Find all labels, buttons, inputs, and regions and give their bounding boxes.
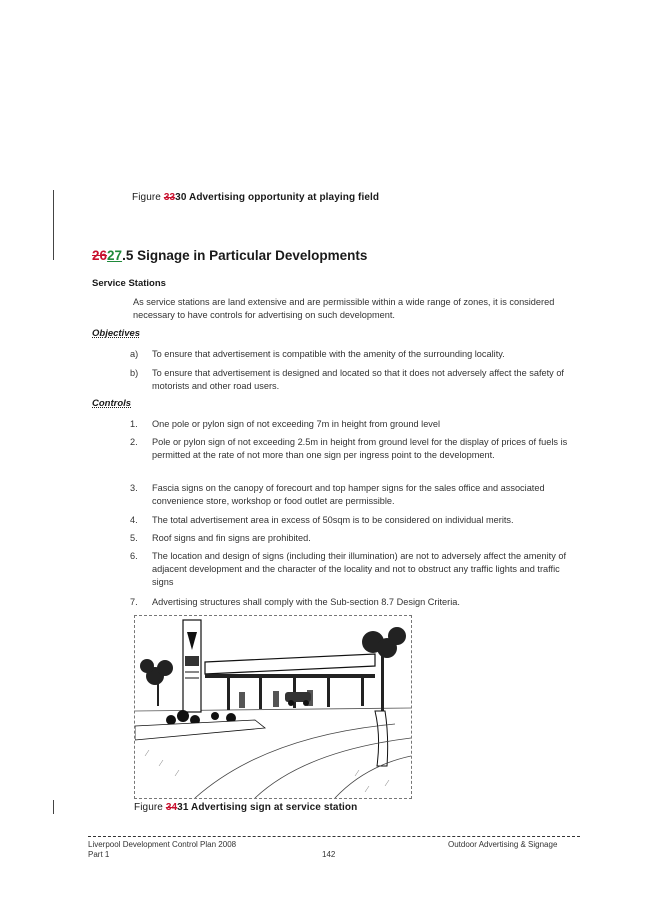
controls-heading: Controls	[92, 398, 132, 409]
objectives-heading: Objectives	[92, 328, 141, 339]
list-marker: 3.	[130, 483, 138, 493]
list-marker: b)	[130, 368, 139, 378]
figure-caption-bottom	[134, 802, 357, 813]
deleted-figure-number: 34	[165, 802, 178, 813]
list-marker: 7.	[130, 597, 138, 607]
list-item-text: Pole or pylon sign of not exceeding 2.5m in height from ground level for the display of prices of fuels is permitted at the rate of not more than one sign per ingress point to the development.	[152, 437, 568, 460]
control-item	[130, 596, 580, 609]
control-item	[130, 514, 580, 527]
list-marker: 4.	[130, 515, 138, 525]
section-heading	[92, 248, 367, 263]
inserted-section-number: 27	[107, 248, 123, 263]
control-item	[130, 436, 580, 462]
service-station-drawing	[135, 616, 411, 798]
deleted-figure-number: 33	[163, 192, 176, 203]
change-bar-top	[53, 190, 54, 260]
figure-caption-text: Advertising opportunity at playing field	[186, 192, 380, 203]
footer-divider	[88, 836, 580, 837]
list-item-text: Advertising structures shall comply with the Sub-section 8.7 Design Criteria.	[152, 597, 460, 607]
control-item	[130, 418, 580, 431]
control-item	[130, 532, 580, 545]
figure-caption-prefix: Figure	[134, 802, 166, 813]
figure-caption-text: Advertising sign at service station	[188, 802, 358, 813]
inserted-figure-number: 30	[175, 192, 187, 203]
list-item-text: To ensure that advertisement is compatible with the amenity of the surrounding locality.	[152, 349, 505, 359]
service-stations-intro: As service stations are land extensive and are permissible within a wide range of zones, it is considered necessary to have controls for advertising on such development.	[133, 297, 555, 320]
list-marker: 1.	[130, 419, 138, 429]
section-title: .5 Signage in Particular Developments	[122, 248, 368, 263]
inserted-figure-number: 31	[177, 802, 189, 813]
footer-plan-title: Liverpool Development Control Plan 2008	[88, 840, 237, 849]
subheading-service-stations: Service Stations	[92, 278, 166, 289]
objective-item	[130, 348, 580, 361]
list-item-text: One pole or pylon sign of not exceeding 7m in height from ground level	[152, 419, 441, 429]
list-item-text: Roof signs and fin signs are prohibited.	[152, 533, 311, 543]
change-bar-bottom	[53, 800, 54, 814]
control-item	[130, 482, 580, 508]
footer-chapter: Outdoor Advertising & Signage	[448, 840, 558, 849]
service-station-illustration	[134, 615, 412, 799]
objective-item	[130, 367, 580, 393]
list-marker: 2.	[130, 437, 138, 447]
deleted-section-number: 26	[92, 248, 108, 263]
list-marker: 6.	[130, 551, 138, 561]
footer-part: Part 1	[88, 850, 110, 859]
footer-page-number: 142	[322, 850, 336, 859]
figure-caption-top	[132, 192, 379, 203]
list-marker: a)	[130, 349, 139, 359]
control-item	[130, 550, 580, 588]
list-item-text: To ensure that advertisement is designed and located so that it does not adversely affect the safety of motorists and other road users.	[152, 368, 564, 391]
list-item-text: The location and design of signs (including their illumination) are not to adversely affect the amenity of adjacent development and the character of the locality and not to obstruct any traffic lights and traffic signs	[152, 551, 567, 587]
list-marker: 5.	[130, 533, 138, 543]
list-item-text: The total advertisement area in excess of 50sqm is to be considered on individual merits.	[152, 515, 514, 525]
list-item-text: Fascia signs on the canopy of forecourt and top hamper signs for the sales office and associated convenience store, workshop or food outlet are permissible.	[152, 483, 545, 506]
figure-caption-prefix: Figure	[132, 192, 164, 203]
